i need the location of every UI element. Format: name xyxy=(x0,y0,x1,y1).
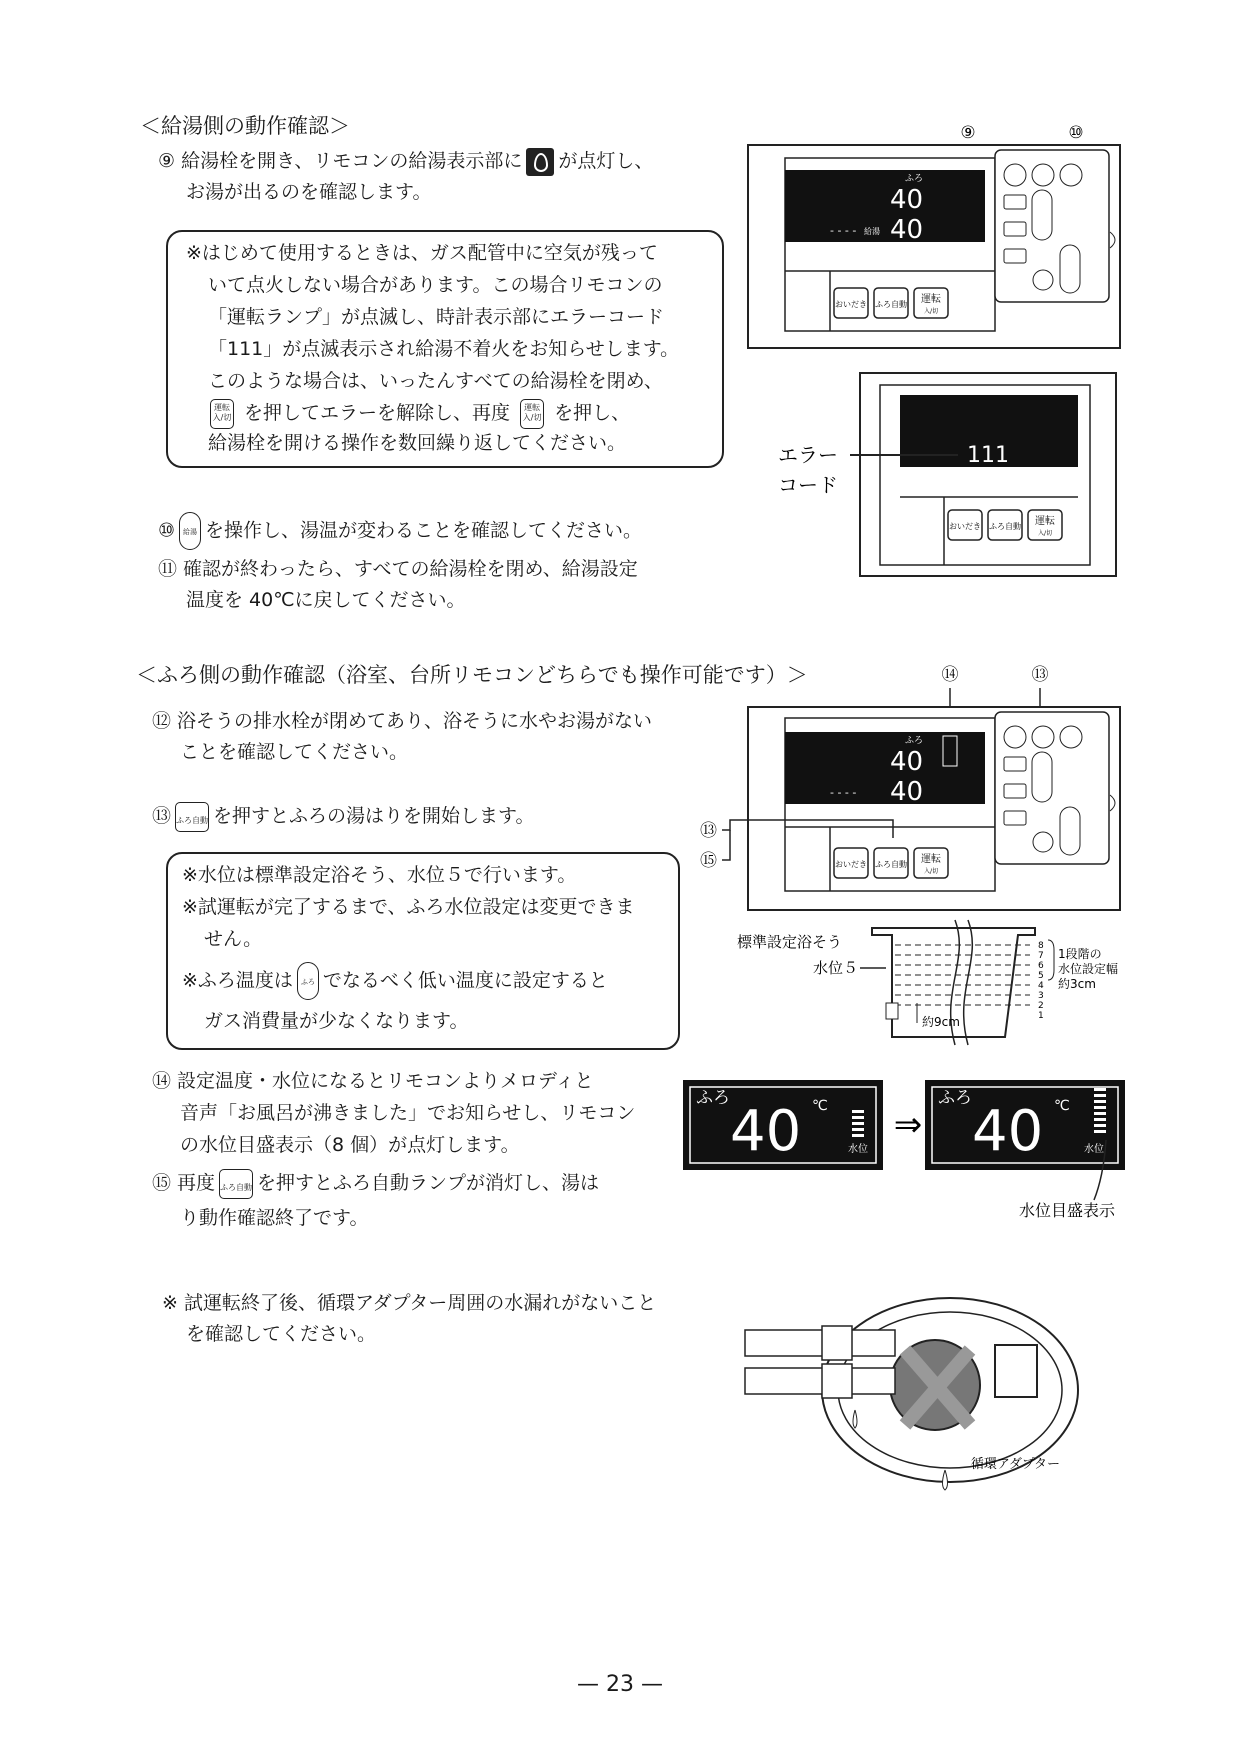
step-9-line-2: お湯が出るのを確認します。 xyxy=(186,181,432,203)
svg-text:水位設定幅: 水位設定幅 xyxy=(1058,962,1119,976)
svg-text:40: 40 xyxy=(972,1099,1044,1164)
step-10: ⑩ 給湯 を操作し、湯温が変わることを確認してください。 xyxy=(158,512,642,550)
svg-text:約3cm: 約3cm xyxy=(1058,977,1096,991)
section-title-bath: ＜ふろ側の動作確認（浴室、台所リモコンどちらでも操作可能です）＞ xyxy=(136,663,808,687)
lcd-display xyxy=(785,170,985,242)
bath-note-line-2: ※試運転が完了するまで、ふろ水位設定は変更できま xyxy=(182,896,635,918)
svg-text:ふろ自動: ふろ自動 xyxy=(875,860,907,869)
svg-text:7: 7 xyxy=(1038,951,1044,961)
note-line-3: 「運転ランプ」が点滅し、時計表示部にエラーコード xyxy=(208,306,665,328)
svg-text:ふろ自動: ふろ自動 xyxy=(989,522,1021,531)
remote-figure-error xyxy=(778,373,1116,576)
svg-text:8: 8 xyxy=(1038,941,1044,951)
svg-text:40: 40 xyxy=(730,1099,802,1164)
step-14-line-3: の水位目盛表示（8 個）が点灯します。 xyxy=(180,1134,520,1156)
furo-rocker-icon: ふろ xyxy=(297,962,319,1000)
tub-bottom-label: 約9cm xyxy=(922,1015,960,1029)
bath-note-line-1: ※水位は標準設定浴そう、水位５で行います。 xyxy=(182,864,577,886)
callout-13: ⑬ xyxy=(1031,665,1049,685)
lcd-furo-label: ふろ xyxy=(905,174,924,184)
note-line-2: いて点火しない場合があります。この場合リモコンの xyxy=(208,274,663,296)
svg-text:℃: ℃ xyxy=(1054,1098,1070,1114)
lcd-dashes: - - - - xyxy=(830,224,857,237)
svg-text:3: 3 xyxy=(1038,991,1044,1001)
page-number: — 23 — xyxy=(577,1672,663,1697)
step-15-line-1: ⑮ 再度 ふろ自動 を押すとふろ自動ランプが消灯し、湯は xyxy=(152,1168,599,1199)
svg-text:ふろ自動: ふろ自動 xyxy=(875,300,907,309)
svg-text:入/切: 入/切 xyxy=(1037,530,1053,537)
svg-text:2: 2 xyxy=(1038,1001,1044,1011)
svg-text:おいだき: おいだき xyxy=(835,300,867,309)
bath-note-line-5: ガス消費量が少なくなります。 xyxy=(204,1010,469,1032)
svg-text:おいだき: おいだき xyxy=(949,522,981,531)
note-line-4: 「111」が点滅表示され給湯不着火をお知らせします。 xyxy=(208,338,680,360)
svg-text:水位: 水位 xyxy=(1084,1144,1104,1155)
svg-text:1段階の: 1段階の xyxy=(1058,947,1102,961)
adapter-figure xyxy=(745,1298,1078,1490)
callout-9: ⑨ xyxy=(960,123,976,143)
arrow-icon: ⇒ xyxy=(893,1105,923,1145)
step-12-line-2: ことを確認してください。 xyxy=(180,741,409,763)
callout-15-left: ⑮ xyxy=(700,851,717,871)
svg-text:℃: ℃ xyxy=(812,1098,828,1114)
lcd-kyuto-label: 給湯 xyxy=(864,227,880,236)
level-display-label: 水位目盛表示 xyxy=(1018,1201,1115,1220)
bathtub-diagram xyxy=(737,920,1118,1045)
step-9-line-1: ⑨ 給湯栓を開き、リモコンの給湯表示部に が点灯し、 xyxy=(158,146,653,177)
callout-14: ⑭ xyxy=(941,665,959,685)
furo-jido-button-icon: ふろ自動 xyxy=(219,1169,253,1199)
step-11-line-2: 温度を 40℃に戻してください。 xyxy=(186,589,466,611)
tub-label-1: 標準設定浴そう xyxy=(736,933,842,951)
svg-text:運転: 運転 xyxy=(921,294,941,305)
step-14-line-1: ⑭ 設定温度・水位になるとリモコンよりメロディと xyxy=(152,1070,594,1092)
error-code-display: 111 xyxy=(967,443,1009,468)
error-label-1: エラー xyxy=(778,443,838,467)
svg-text:運転: 運転 xyxy=(1035,516,1055,527)
final-note-line-1: ※ 試運転終了後、循環アダプター周囲の水漏れがないこと xyxy=(162,1292,657,1314)
final-note-line-2: を確認してください。 xyxy=(186,1323,377,1345)
svg-text:1: 1 xyxy=(1038,1011,1044,1021)
lcd-temp-2: 40 xyxy=(890,215,924,245)
adapter-label: 循環アダプター xyxy=(970,1457,1060,1472)
svg-text:入/切: 入/切 xyxy=(923,868,939,875)
error-label-2: コード xyxy=(778,473,838,497)
note-line-7: 給湯栓を開ける操作を数回繰り返してください。 xyxy=(208,432,627,454)
callout-10: ⑩ xyxy=(1068,123,1084,143)
bath-note-line-3: せん。 xyxy=(204,928,263,950)
svg-text:- - - -: - - - - xyxy=(830,786,857,799)
tub-label-2: 水位５ xyxy=(812,959,858,977)
step-13: ⑬ ふろ自動 を押すとふろの湯はりを開始します。 xyxy=(152,801,535,832)
note-line-5: このような場合は、いったんすべての給湯栓を閉め、 xyxy=(208,370,663,392)
svg-text:ふろ: ふろ xyxy=(905,736,924,746)
svg-text:ふろ: ふろ xyxy=(696,1088,730,1108)
svg-text:6: 6 xyxy=(1038,961,1044,971)
kyuto-rocker-icon: 給湯 xyxy=(179,512,201,550)
furo-jido-button-icon: ふろ自動 xyxy=(175,802,209,832)
note-line-1: ※はじめて使用するときは、ガス配管中に空気が残って xyxy=(186,242,658,264)
svg-text:40: 40 xyxy=(890,777,924,807)
bath-note-line-4: ※ふろ温度は ふろ でなるべく低い温度に設定すると xyxy=(182,962,608,1000)
svg-text:40: 40 xyxy=(890,747,924,777)
remote-figure-bath xyxy=(700,665,1120,910)
unten-button-icon: 運転 入/切 xyxy=(210,399,234,429)
lcd-temp-1: 40 xyxy=(890,185,924,215)
step-14-line-2: 音声「お風呂が沸きました」でお知らせし、リモコン xyxy=(180,1102,636,1124)
remote-figure-hot-water xyxy=(748,123,1120,348)
svg-text:運転: 運転 xyxy=(921,854,941,865)
section-title-hot-water: ＜給湯側の動作確認＞ xyxy=(140,114,350,138)
svg-text:入/切: 入/切 xyxy=(923,308,939,315)
svg-text:5: 5 xyxy=(1038,971,1044,981)
svg-text:水位: 水位 xyxy=(848,1144,868,1155)
svg-text:おいだき: おいだき xyxy=(835,860,867,869)
svg-text:4: 4 xyxy=(1038,981,1044,991)
step-12-line-1: ⑫ 浴そうの排水栓が閉めてあり、浴そうに水やお湯がない xyxy=(152,710,653,732)
svg-text:ふろ: ふろ xyxy=(938,1088,972,1108)
note-line-6: 運転 入/切 を押してエラーを解除し、再度 運転 入/切 を押し、 xyxy=(206,398,630,429)
step-11-line-1: ⑪ 確認が終わったら、すべての給湯栓を閉め、給湯設定 xyxy=(158,558,638,580)
unten-button-icon: 運転 入/切 xyxy=(520,399,544,429)
callout-13-left: ⑬ xyxy=(700,821,717,841)
step-15-line-2: り動作確認終了です。 xyxy=(180,1207,369,1229)
level-display-figure xyxy=(683,1080,1125,1220)
tub-level-numbers xyxy=(1038,941,1044,1021)
